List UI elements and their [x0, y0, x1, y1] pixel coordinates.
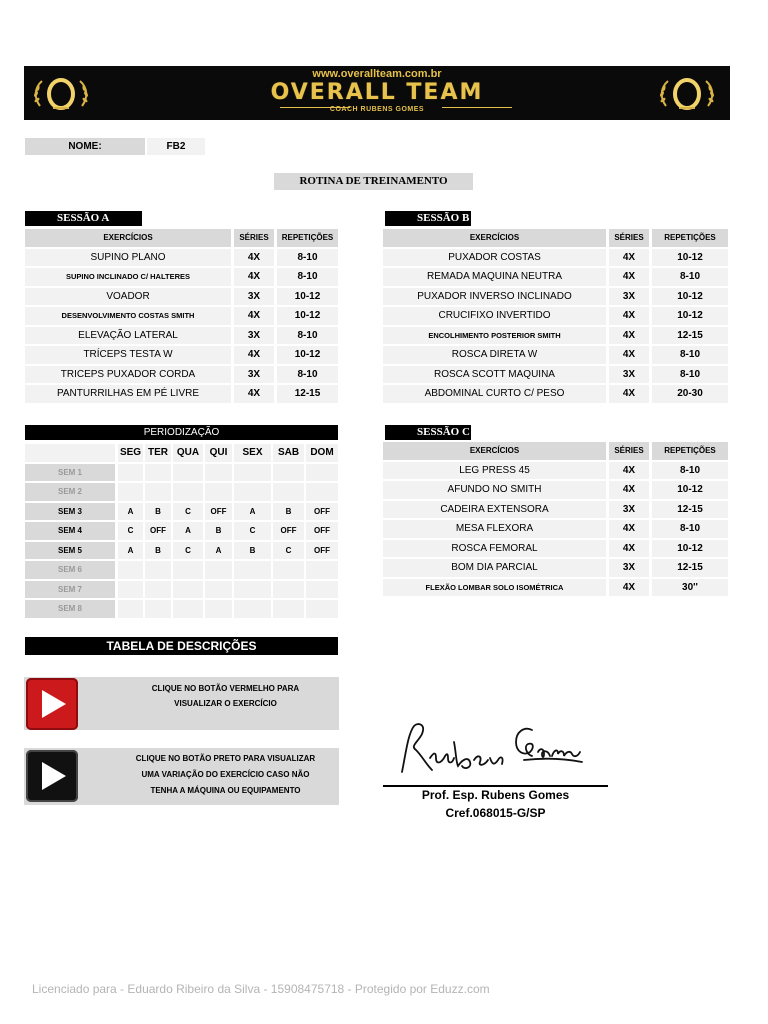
session-cell [145, 483, 171, 501]
exercise-row [25, 267, 338, 287]
session-cell [145, 561, 171, 579]
session-cell: B [234, 542, 271, 560]
exercise-sets: 3X [609, 288, 649, 306]
exercise-name: VOADOR [25, 288, 231, 306]
exercise-reps: 10-12 [277, 288, 338, 306]
exercise-name: PANTURRILHAS EM PÉ LIVRE [25, 385, 231, 403]
exercise-reps: 12-15 [652, 559, 728, 577]
exercise-reps: 10-12 [652, 288, 728, 306]
signature-line [383, 785, 608, 787]
exercise-row [383, 248, 728, 268]
session-cell: OFF [306, 503, 338, 521]
session-cell [205, 581, 232, 599]
exercise-sets: 4X [609, 327, 649, 345]
session-cell [273, 483, 304, 501]
exercise-row [25, 248, 338, 268]
header-reps: REPETIÇÕES [652, 442, 728, 460]
header-sets: SÉRIES [609, 229, 649, 247]
session-cell [173, 600, 203, 618]
exercise-reps: 8-10 [652, 366, 728, 384]
week-label: SEM 3 [25, 503, 115, 521]
header-sets: SÉRIES [234, 229, 274, 247]
session-cell: A [118, 542, 143, 560]
exercise-row [383, 326, 728, 346]
exercise-row [383, 384, 728, 404]
exercise-name: SUPINO PLANO [25, 249, 231, 267]
name-value: FB2 [147, 138, 205, 155]
red-desc-line1: CLIQUE NO BOTÃO VERMELHO PARA [151, 684, 300, 693]
exercise-sets: 4X [609, 346, 649, 364]
exercise-sets: 3X [609, 501, 649, 519]
exercise-row [383, 578, 728, 598]
table-header-row [25, 228, 338, 248]
session-cell: B [145, 503, 171, 521]
exercise-name: REMADA MAQUINA NEUTRA [383, 268, 606, 286]
signature-name: Prof. Esp. Rubens Gomes [421, 788, 570, 802]
coach-subtitle: COACH RUBENS GOMES [329, 106, 425, 113]
session-cell [205, 464, 232, 482]
exercise-reps: 10-12 [652, 481, 728, 499]
exercise-row [383, 345, 728, 365]
session-cell [145, 464, 171, 482]
exercise-row [383, 267, 728, 287]
day-header: SEG [118, 444, 143, 462]
exercise-sets: 4X [609, 307, 649, 325]
black-play-button[interactable] [26, 750, 78, 802]
session-cell [205, 561, 232, 579]
session-cell [234, 483, 271, 501]
session-cell: OFF [306, 542, 338, 560]
red-button-description [24, 677, 339, 730]
week-label: SEM 8 [25, 600, 115, 618]
header-sets: SÉRIES [609, 442, 649, 460]
exercise-reps: 12-15 [652, 501, 728, 519]
session-cell [173, 581, 203, 599]
day-header: QUA [173, 444, 203, 462]
week-label: SEM 1 [25, 464, 115, 482]
table-header-row [383, 441, 728, 461]
session-cell [118, 483, 143, 501]
exercise-reps: 12-15 [652, 327, 728, 345]
session-cell: C [234, 522, 271, 540]
periodization-title: PERIODIZAÇÃO [25, 425, 338, 440]
exercise-reps: 10-12 [652, 249, 728, 267]
session-cell: OFF [205, 503, 232, 521]
exercise-row [25, 345, 338, 365]
exercise-row [383, 306, 728, 326]
exercise-sets: 3X [234, 288, 274, 306]
session-cell [234, 581, 271, 599]
week-label: SEM 6 [25, 561, 115, 579]
blank-cell [25, 444, 115, 462]
exercise-name: LEG PRESS 45 [383, 462, 606, 480]
black-desc-line1: CLIQUE NO BOTÃO PRETO PARA VISUALIZAR [135, 754, 316, 763]
exercise-row [25, 384, 338, 404]
exercise-sets: 3X [609, 366, 649, 384]
session-cell [118, 581, 143, 599]
exercise-sets: 4X [609, 520, 649, 538]
session-cell: A [205, 542, 232, 560]
exercise-sets: 4X [609, 385, 649, 403]
exercise-sets: 3X [234, 366, 274, 384]
session-cell: B [273, 503, 304, 521]
black-button-description [24, 748, 339, 805]
exercise-sets: 4X [609, 579, 649, 597]
play-icon [42, 690, 66, 718]
session-cell [306, 483, 338, 501]
exercise-sets: 4X [234, 268, 274, 286]
session-cell [173, 483, 203, 501]
session-c-table [383, 441, 728, 597]
exercise-reps: 12-15 [277, 385, 338, 403]
week-label: SEM 5 [25, 542, 115, 560]
exercise-row [383, 480, 728, 500]
session-cell [273, 464, 304, 482]
session-cell [273, 600, 304, 618]
exercise-row [383, 365, 728, 385]
black-desc-line3: TENHA A MÁQUINA OU EQUIPAMENTO [150, 786, 301, 795]
header-banner [24, 66, 730, 120]
exercise-row [383, 558, 728, 578]
exercise-reps: 8-10 [277, 268, 338, 286]
session-b-title: SESSÃO B [385, 211, 471, 226]
session-cell [145, 581, 171, 599]
week-label: SEM 7 [25, 581, 115, 599]
day-header: SEX [234, 444, 271, 462]
exercise-row [25, 306, 338, 326]
day-header: TER [145, 444, 171, 462]
red-play-button[interactable] [26, 678, 78, 730]
exercise-reps: 8-10 [652, 462, 728, 480]
exercise-sets: 4X [234, 307, 274, 325]
name-label: NOME: [25, 138, 145, 155]
exercise-reps: 10-12 [277, 307, 338, 325]
session-c-title: SESSÃO C [385, 425, 471, 440]
exercise-sets: 3X [234, 327, 274, 345]
session-b-table [383, 228, 728, 404]
exercise-sets: 4X [234, 385, 274, 403]
session-cell: OFF [273, 522, 304, 540]
session-cell [273, 581, 304, 599]
exercise-reps: 30'' [652, 579, 728, 597]
session-cell: C [173, 542, 203, 560]
routine-title: ROTINA DE TREINAMENTO [274, 173, 473, 190]
header-exercises: EXERCÍCIOS [383, 442, 606, 460]
session-cell [273, 561, 304, 579]
session-cell: OFF [306, 522, 338, 540]
exercise-name: PUXADOR INVERSO INCLINADO [383, 288, 606, 306]
session-cell [234, 561, 271, 579]
exercise-reps: 10-12 [277, 346, 338, 364]
exercise-reps: 10-12 [652, 540, 728, 558]
exercise-sets: 3X [609, 559, 649, 577]
exercise-name: DESENVOLVIMENTO COSTAS SMITH [25, 307, 231, 325]
exercise-row [25, 326, 338, 346]
exercise-name: CADEIRA EXTENSORA [383, 501, 606, 519]
handwritten-signature [392, 712, 592, 784]
session-cell [118, 600, 143, 618]
exercise-row [383, 500, 728, 520]
exercise-name: SUPINO INCLINADO C/ HALTERES [25, 268, 231, 286]
exercise-row [25, 287, 338, 307]
website-url[interactable]: www.overallteam.com.br [312, 68, 442, 80]
descriptions-title: TABELA DE DESCRIÇÕES [25, 637, 338, 655]
exercise-name: BOM DIA PARCIAL [383, 559, 606, 577]
exercise-name: ELEVAÇÃO LATERAL [25, 327, 231, 345]
signature-cref: Cref.068015-G/SP [445, 806, 546, 820]
session-cell: C [173, 503, 203, 521]
session-cell: C [118, 522, 143, 540]
exercise-name: ROSCA FEMORAL [383, 540, 606, 558]
header-reps: REPETIÇÕES [277, 229, 338, 247]
session-cell [205, 483, 232, 501]
session-cell [234, 464, 271, 482]
exercise-reps: 8-10 [652, 346, 728, 364]
exercise-row [383, 287, 728, 307]
play-icon [42, 762, 66, 790]
exercise-sets: 4X [234, 249, 274, 267]
exercise-name: ENCOLHIMENTO POSTERIOR SMITH [383, 327, 606, 345]
exercise-name: CRUCIFIXO INVERTIDO [383, 307, 606, 325]
session-cell [173, 561, 203, 579]
table-header-row [383, 228, 728, 248]
session-cell [234, 600, 271, 618]
exercise-name: MESA FLEXORA [383, 520, 606, 538]
exercise-row [25, 365, 338, 385]
exercise-name: TRÍCEPS TESTA W [25, 346, 231, 364]
exercise-row [383, 519, 728, 539]
exercise-row [383, 461, 728, 481]
header-reps: REPETIÇÕES [652, 229, 728, 247]
exercise-name: AFUNDO NO SMITH [383, 481, 606, 499]
exercise-reps: 8-10 [277, 249, 338, 267]
session-a-table [25, 228, 338, 404]
exercise-name: ROSCA DIRETA W [383, 346, 606, 364]
black-desc-line2: UMA VARIAÇÃO DO EXERCÍCIO CASO NÃO [141, 770, 310, 779]
session-cell: OFF [145, 522, 171, 540]
exercise-reps: 10-12 [652, 307, 728, 325]
exercise-name: ROSCA SCOTT MAQUINA [383, 366, 606, 384]
exercise-sets: 4X [234, 346, 274, 364]
exercise-sets: 4X [609, 462, 649, 480]
header-exercises: EXERCÍCIOS [383, 229, 606, 247]
exercise-name: FLEXÃO LOMBAR SOLO ISOMÉTRICA [383, 579, 606, 597]
session-cell [306, 464, 338, 482]
session-a-title: SESSÃO A [25, 211, 142, 226]
session-cell: A [118, 503, 143, 521]
session-cell [145, 600, 171, 618]
day-header: SAB [273, 444, 304, 462]
license-footer: Licenciado para - Eduardo Ribeiro da Silva - 15908475718 - Protegido por Eduzz.com [32, 982, 490, 996]
exercise-sets: 4X [609, 268, 649, 286]
session-cell [118, 561, 143, 579]
day-header: QUI [205, 444, 232, 462]
brand-title: OVERALL TEAM [270, 80, 484, 105]
session-cell [205, 600, 232, 618]
exercise-name: ABDOMINAL CURTO C/ PESO [383, 385, 606, 403]
exercise-reps: 20-30 [652, 385, 728, 403]
session-cell: A [234, 503, 271, 521]
session-cell: B [145, 542, 171, 560]
session-cell: A [173, 522, 203, 540]
exercise-sets: 4X [609, 249, 649, 267]
week-label: SEM 4 [25, 522, 115, 540]
exercise-sets: 4X [609, 481, 649, 499]
exercise-reps: 8-10 [652, 268, 728, 286]
session-cell [306, 581, 338, 599]
session-cell [173, 464, 203, 482]
red-desc-line2: VISUALIZAR O EXERCÍCIO [174, 699, 277, 708]
session-cell [306, 600, 338, 618]
session-cell [306, 561, 338, 579]
exercise-name: TRICEPS PUXADOR CORDA [25, 366, 231, 384]
session-cell: B [205, 522, 232, 540]
session-cell: C [273, 542, 304, 560]
day-header: DOM [306, 444, 338, 462]
session-cell [118, 464, 143, 482]
exercise-sets: 4X [609, 540, 649, 558]
exercise-name: PUXADOR COSTAS [383, 249, 606, 267]
exercise-reps: 8-10 [277, 366, 338, 384]
exercise-reps: 8-10 [652, 520, 728, 538]
week-label: SEM 2 [25, 483, 115, 501]
exercise-reps: 8-10 [277, 327, 338, 345]
exercise-row [383, 539, 728, 559]
header-exercises: EXERCÍCIOS [25, 229, 231, 247]
